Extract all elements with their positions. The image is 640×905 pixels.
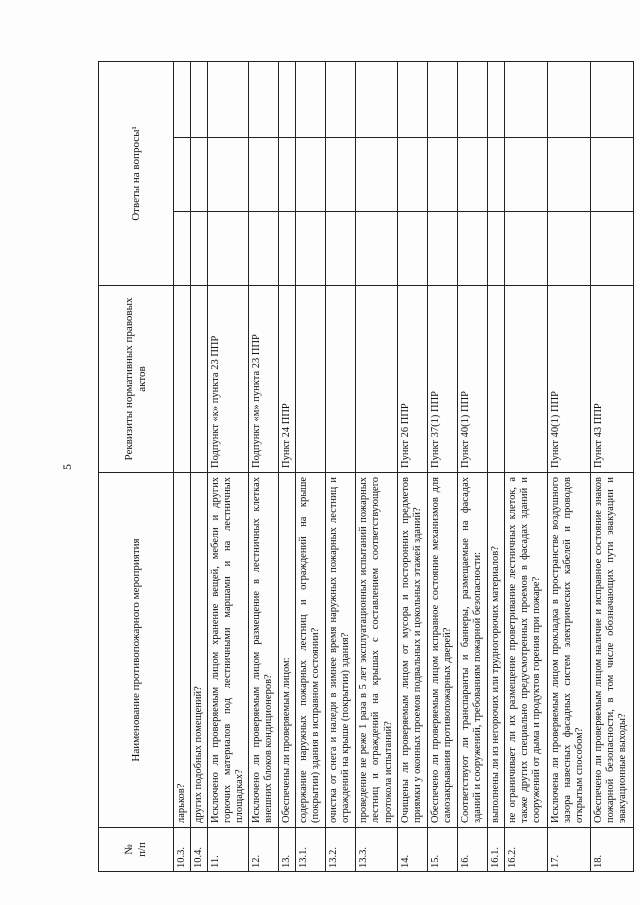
answer-cell[interactable] — [356, 138, 397, 212]
row-number: 13. — [279, 828, 296, 872]
row-number: 10.4. — [191, 828, 208, 872]
header-num: № п/п — [99, 828, 174, 872]
table-row — [208, 62, 249, 872]
table-row — [504, 62, 547, 872]
row-number: 16.2. — [504, 828, 547, 872]
answer-cell[interactable] — [249, 62, 279, 138]
page-number: 5 — [60, 464, 74, 470]
answer-cell[interactable] — [191, 62, 208, 138]
row-measure-name: Очищены ли проверяемым лицом от мусора и посторонних предметов приямки у оконных проемов подвальных и цокольных этажей зданий? — [397, 473, 427, 828]
row-measure-name: других подобных помещений? — [191, 473, 208, 828]
answer-cell[interactable] — [590, 138, 633, 212]
answer-cell[interactable] — [590, 212, 633, 286]
table-row — [457, 62, 487, 872]
row-number: 13.1. — [296, 828, 326, 872]
row-number: 14. — [397, 828, 427, 872]
answer-cell[interactable] — [547, 138, 590, 212]
row-number: 12. — [249, 828, 279, 872]
answer-cell[interactable] — [174, 212, 191, 286]
header-requisites: Реквизиты нормативных правовых актов — [99, 286, 174, 473]
row-requisites: Подпункт «к» пункта 23 ППР — [208, 286, 249, 473]
answer-cell[interactable] — [590, 62, 633, 138]
row-number: 16.1. — [487, 828, 504, 872]
answer-cell[interactable] — [457, 62, 487, 138]
row-requisites: Пункт 43 ППР — [590, 286, 633, 473]
answer-cell[interactable] — [487, 62, 504, 138]
answer-cell[interactable] — [504, 212, 547, 286]
row-requisites: Пункт 26 ППР — [397, 286, 427, 473]
row-measure-name: выполнены ли из негорючих или трудногорючих материалов? — [487, 473, 504, 828]
row-measure-name: содержание наружных пожарных лестниц и ограждений на крыше (покрытии) здания в исправном состоянии? — [296, 473, 326, 828]
row-requisites — [487, 286, 504, 473]
row-measure-name: очистка от снега и наледи в зимнее время наружных пожарных лестниц и ограждений на крыше (покрытии) здания? — [326, 473, 356, 828]
table-body — [174, 62, 634, 872]
answer-cell[interactable] — [487, 212, 504, 286]
answer-cell[interactable] — [191, 212, 208, 286]
row-measure-name: Исключено ли проверяемым лицом размещение в лестничных клетках внешних блоков кондиционеров? — [249, 473, 279, 828]
answer-cell[interactable] — [279, 138, 296, 212]
answer-cell[interactable] — [356, 212, 397, 286]
row-number: 15. — [427, 828, 457, 872]
answer-cell[interactable] — [249, 212, 279, 286]
answer-cell[interactable] — [208, 212, 249, 286]
row-requisites — [191, 286, 208, 473]
answer-cell[interactable] — [397, 212, 427, 286]
answer-cell[interactable] — [326, 62, 356, 138]
header-name: Наименование противопожарного мероприятия — [99, 473, 174, 828]
answer-cell[interactable] — [504, 138, 547, 212]
row-requisites: Пункт 37(1) ППР — [427, 286, 457, 473]
row-requisites — [504, 286, 547, 473]
row-measure-name: не ограничивает ли их размещение проветривание лестничных клеток, а также других специально предусмотренных проемов в фасадах зданий и сооружений от дыма и продуктов горения при пожаре? — [504, 473, 547, 828]
answer-cell[interactable] — [174, 138, 191, 212]
answer-cell[interactable] — [296, 212, 326, 286]
row-requisites: Пункт 40(1) ППР — [457, 286, 487, 473]
table-row — [191, 62, 208, 872]
answer-cell[interactable] — [427, 62, 457, 138]
answer-cell[interactable] — [191, 138, 208, 212]
table-row — [356, 62, 397, 872]
table-row — [326, 62, 356, 872]
row-requisites: Подпункт «м» пункта 23 ППР — [249, 286, 279, 473]
answer-cell[interactable] — [326, 138, 356, 212]
table-row — [249, 62, 279, 872]
row-requisites: Пункт 40(1) ППР — [547, 286, 590, 473]
checklist-table — [98, 61, 634, 872]
table-row — [547, 62, 590, 872]
row-number: 16. — [457, 828, 487, 872]
answer-cell[interactable] — [208, 138, 249, 212]
row-number: 17. — [547, 828, 590, 872]
answer-cell[interactable] — [427, 138, 457, 212]
answer-cell[interactable] — [208, 62, 249, 138]
row-requisites — [174, 286, 191, 473]
table-row — [296, 62, 326, 872]
answer-cell[interactable] — [356, 62, 397, 138]
table-row — [487, 62, 504, 872]
answer-cell[interactable] — [296, 138, 326, 212]
row-number: 10.3. — [174, 828, 191, 872]
answer-cell[interactable] — [326, 212, 356, 286]
table-header-row — [99, 62, 174, 872]
answer-cell[interactable] — [397, 138, 427, 212]
row-requisites — [326, 286, 356, 473]
row-number: 13.2. — [326, 828, 356, 872]
answer-cell[interactable] — [547, 212, 590, 286]
answer-cell[interactable] — [487, 138, 504, 212]
row-measure-name: Соответствуют ли транспаранты и баннеры, размещаемые на фасадах зданий и сооружений, требованиям пожарной безопасности: — [457, 473, 487, 828]
answer-cell[interactable] — [504, 62, 547, 138]
row-measure-name: проведение не реже 1 раза в 5 лет эксплуатационных испытаний пожарных лестниц и ограждений на крышах с составлением соответствующего протокола испытаний? — [356, 473, 397, 828]
answer-cell[interactable] — [249, 138, 279, 212]
table-row — [590, 62, 633, 872]
row-number: 11. — [208, 828, 249, 872]
answer-cell[interactable] — [296, 62, 326, 138]
answer-cell[interactable] — [397, 62, 427, 138]
row-measure-name: Обеспечены ли проверяемым лицом: — [279, 473, 296, 828]
row-measure-name: Исключено ли проверяемым лицом хранение вещей, мебели и других горючих материалов под лестничными маршами и на лестничных площадках? — [208, 473, 249, 828]
row-measure-name: Обеспечено ли проверяемым лицом наличие и исправное состояние знаков пожарной безопасности, в том числе обозначающих пути эвакуации и эвакуационные выходы? — [590, 473, 633, 828]
row-measure-name: ларьков? — [174, 473, 191, 828]
rotated-content — [52, 62, 628, 872]
row-requisites — [356, 286, 397, 473]
row-measure-name: Исключена ли проверяемым лицом прокладка в пространстве воздушного зазора навесных фасадных систем электрических кабелей и проводов открытым способом? — [547, 473, 590, 828]
row-number: 13.3. — [356, 828, 397, 872]
answer-cell[interactable] — [427, 212, 457, 286]
row-measure-name: Обеспечено ли проверяемым лицом исправное состояние механизмов для самозакрывания противопожарных дверей? — [427, 473, 457, 828]
row-requisites — [296, 286, 326, 473]
answer-cell[interactable] — [279, 212, 296, 286]
table-row — [397, 62, 427, 872]
answer-cell[interactable] — [457, 212, 487, 286]
table-row — [427, 62, 457, 872]
answer-cell[interactable] — [174, 62, 191, 138]
answer-cell[interactable] — [457, 138, 487, 212]
row-number: 18. — [590, 828, 633, 872]
answer-cell[interactable] — [279, 62, 296, 138]
header-answers: Ответы на вопросы¹ — [99, 62, 174, 286]
row-requisites: Пункт 24 ППР — [279, 286, 296, 473]
table-row — [279, 62, 296, 872]
table-row — [174, 62, 191, 872]
answer-cell[interactable] — [547, 62, 590, 138]
